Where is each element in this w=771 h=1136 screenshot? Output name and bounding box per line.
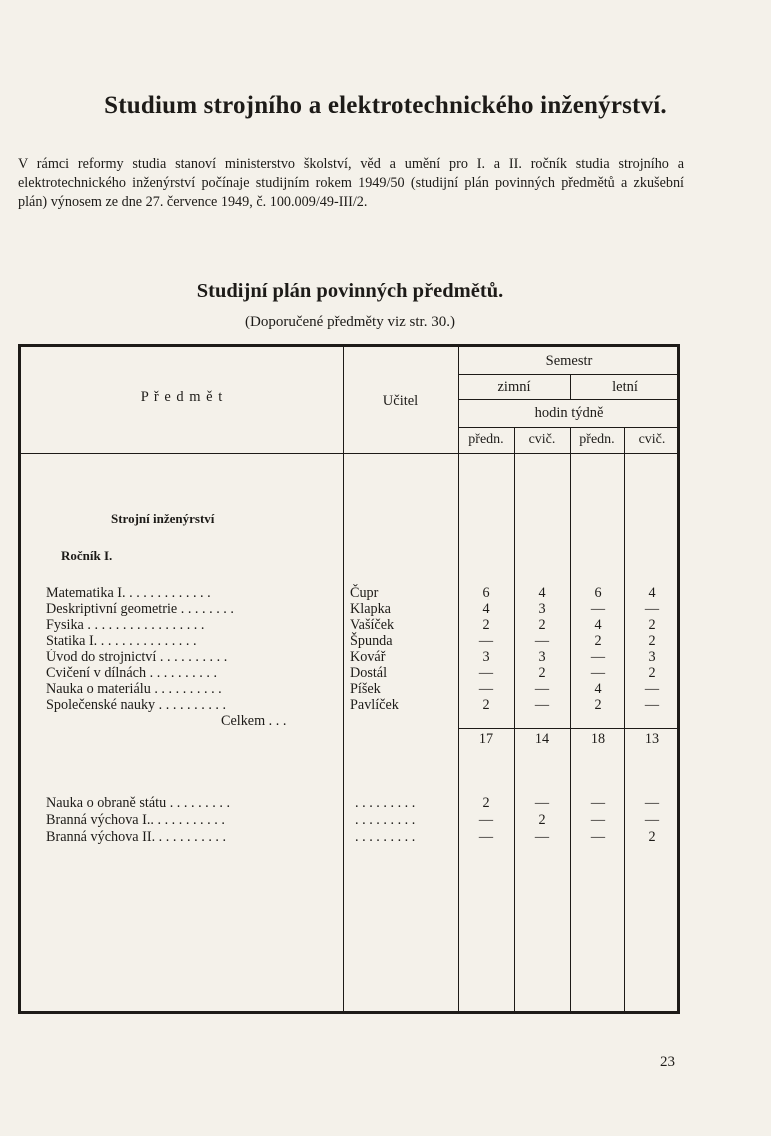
value-cell: 2 [594, 633, 602, 649]
value-cell: 3 [538, 601, 546, 617]
header-hours: hodin týdně [534, 405, 604, 421]
subject-cell: Úvod do strojnictví . . . . . . . . . . [46, 649, 228, 665]
header-subject: P ř e d m ě t [140, 389, 224, 405]
value-cell: 4 [482, 601, 490, 617]
value-cell: 2 [538, 617, 546, 633]
header-bottom-rule [21, 453, 680, 454]
value-cell: — [590, 649, 606, 665]
subject-cell: Deskriptivní geometrie . . . . . . . . [46, 601, 234, 617]
value-cell: — [590, 795, 606, 811]
teacher-cell: . . . . . . . . . [355, 829, 416, 845]
teacher-cell: Čupr [350, 585, 379, 601]
header-rule [458, 399, 680, 400]
total-cell: 14 [534, 731, 550, 747]
header-teacher: Učitel [382, 393, 419, 409]
teacher-cell: . . . . . . . . . [355, 812, 416, 828]
column-rule [624, 427, 625, 1014]
value-cell: 4 [538, 585, 546, 601]
value-cell: 2 [538, 812, 546, 828]
value-cell: 6 [594, 585, 602, 601]
value-cell: — [534, 795, 550, 811]
teacher-cell: Špunda [350, 633, 393, 649]
subject-cell: Nauka o obraně státu . . . . . . . . . [46, 795, 231, 811]
subject-cell: Cvičení v dílnách . . . . . . . . . . [46, 665, 218, 681]
plan-title: Studijní plán povinných předmětů. [196, 280, 504, 302]
value-cell: — [644, 681, 660, 697]
value-cell: 6 [482, 585, 490, 601]
value-cell: — [534, 633, 550, 649]
value-cell: — [478, 633, 494, 649]
value-cell: — [644, 601, 660, 617]
header-winter: zimní [497, 379, 531, 395]
total-cell: 17 [478, 731, 494, 747]
section-heading: Strojní inženýrství [111, 511, 215, 526]
subject-cell: Statika I. . . . . . . . . . . . . . . [46, 633, 197, 649]
header-summer: letní [612, 379, 638, 395]
value-cell: — [590, 812, 606, 828]
subject-cell: Fysika . . . . . . . . . . . . . . . . . [46, 617, 205, 633]
value-cell: 4 [594, 681, 602, 697]
total-cell: 18 [590, 731, 606, 747]
value-cell: — [478, 812, 494, 828]
teacher-cell: Pavlíček [350, 697, 399, 713]
header-lecture-winter: předn. [468, 432, 504, 447]
value-cell: — [478, 665, 494, 681]
header-lecture-summer: předn. [579, 432, 615, 447]
value-cell: — [590, 601, 606, 617]
teacher-cell: Klapka [350, 601, 391, 617]
value-cell: 2 [482, 795, 490, 811]
subject-cell: Branná výchova I.. . . . . . . . . . . [46, 812, 225, 828]
teacher-cell: . . . . . . . . . [355, 795, 416, 811]
header-rule [458, 374, 680, 375]
value-cell: 3 [482, 649, 490, 665]
value-cell: 3 [538, 649, 546, 665]
total-cell: 13 [644, 731, 660, 747]
header-exercise-summer: cvič. [638, 432, 666, 447]
total-label: Celkem . . . [221, 713, 287, 729]
value-cell: 2 [482, 697, 490, 713]
column-rule [570, 427, 571, 1014]
intro-paragraph: V rámci reformy studia stanoví ministerstvo školství, věd a umění pro I. a II. ročník studia strojního a elektrotechnického inženýrství počínaje studijním rokem 1949/50 (studijní plán povinných předmětů a zkušební plán) výnosem ze dne 27. července 1949, č. 100.009/49-III/2. [18, 156, 684, 210]
value-cell: 4 [648, 585, 656, 601]
value-cell: 4 [594, 617, 602, 633]
value-cell: 2 [648, 633, 656, 649]
teacher-cell: Dostál [350, 665, 388, 681]
teacher-cell: Vašíček [350, 617, 395, 633]
value-cell: 2 [538, 665, 546, 681]
value-cell: — [478, 681, 494, 697]
page-number: 23 [660, 1054, 675, 1070]
value-cell: — [644, 812, 660, 828]
plan-note: (Doporučené předměty viz str. 30.) [245, 314, 455, 330]
value-cell: 2 [648, 665, 656, 681]
teacher-cell: Píšek [350, 681, 381, 697]
totals-rule [458, 728, 680, 729]
value-cell: 3 [648, 649, 656, 665]
header-rule [458, 427, 680, 428]
subject-cell: Společenské nauky . . . . . . . . . . [46, 697, 227, 713]
column-rule [514, 427, 515, 1014]
header-semester: Semestr [545, 353, 593, 369]
value-cell: 2 [482, 617, 490, 633]
value-cell: — [534, 829, 550, 845]
year-heading: Ročník I. [61, 548, 113, 563]
study-plan-table [18, 344, 680, 1014]
subject-cell: Matematika I. . . . . . . . . . . . . [46, 585, 211, 601]
value-cell: — [644, 795, 660, 811]
value-cell: 2 [594, 697, 602, 713]
value-cell: 2 [648, 617, 656, 633]
value-cell: — [644, 697, 660, 713]
value-cell: — [590, 829, 606, 845]
value-cell: — [590, 665, 606, 681]
value-cell: — [534, 681, 550, 697]
header-exercise-winter: cvič. [528, 432, 556, 447]
value-cell: — [534, 697, 550, 713]
value-cell: — [478, 829, 494, 845]
subject-cell: Branná výchova II. . . . . . . . . . . [46, 829, 227, 845]
subject-cell: Nauka o materiálu . . . . . . . . . . [46, 681, 222, 697]
teacher-cell: Kovář [350, 649, 386, 665]
page-title: Studium strojního a elektrotechnického inženýrství. [104, 92, 667, 119]
value-cell: 2 [648, 829, 656, 845]
